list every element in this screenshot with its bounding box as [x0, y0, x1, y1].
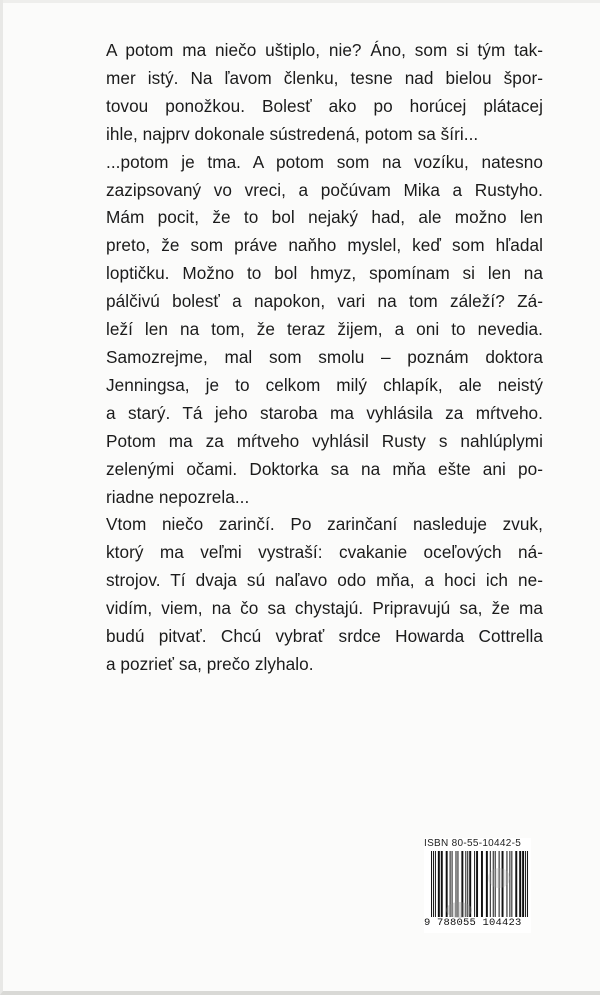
isbn-label: ISBN 80-55-10442-5 — [424, 838, 522, 849]
blurb-line: strojov. Tí dvaja sú naľavo odo mňa, a hoci ich ne- — [106, 570, 543, 591]
barcode-bar — [527, 851, 528, 917]
barcode-bar — [441, 851, 443, 917]
blurb-line: budú pitvať. Chcú vybrať srdce Howarda Cottrella — [106, 626, 543, 647]
blurb-line: a starý. Tá jeho staroba ma vyhlásila za mŕtveho. — [106, 402, 543, 423]
barcode-bar — [486, 851, 488, 917]
back-cover-blurb — [106, 37, 543, 679]
barcode-bar — [519, 851, 521, 917]
blurb-line: riadne nepozrela... — [106, 486, 250, 507]
cover-top-edge — [3, 0, 600, 3]
blurb-line: vidím, viem, na čo sa chystajú. Pripravujú sa, že ma — [106, 598, 543, 619]
blurb-line: tovou ponožkou. Bolesť ako po horúcej plátacej — [106, 95, 543, 116]
blurb-line: ihle, najprv dokonale sústredená, potom sa šíri... — [106, 123, 479, 144]
blurb-line: Mám pocit, že to bol nejaký had, ale možno len — [106, 207, 543, 228]
barcode-bar — [511, 851, 512, 917]
isbn-barcode-block — [424, 838, 531, 933]
barcode-bar — [515, 851, 517, 917]
blurb-line: loptičku. Možno to bol hmyz, spomínam si len na — [106, 263, 543, 284]
barcode-bar — [474, 851, 475, 917]
blurb-line: leží len na tom, že teraz žijem, a oni to nevedia. — [106, 319, 543, 340]
barcode-bar — [509, 851, 510, 917]
blurb-line: A potom ma niečo uštiplo, nie? Áno, som si tým tak- — [106, 40, 543, 60]
blurb-line: zazipsovaný vo vreci, a počúvam Mika a Rustyho. — [106, 179, 543, 200]
blurb-line: Vtom niečo zarinčí. Po zarinčaní nasleduje zvuk, — [106, 514, 543, 535]
blurb-line: mer istý. Na ľavom členku, tesne nad bielou špor- — [106, 67, 543, 88]
blurb-line: Jenningsa, je to celkom milý chlapík, ale neistý — [106, 374, 543, 395]
sticker-residue — [488, 868, 510, 888]
blurb-line: preto, že som práve naňho myslel, keď som hľadal — [106, 235, 543, 256]
barcode-bar — [476, 851, 478, 917]
blurb-line: zelenými očami. Doktorka sa na mňa ešte ani po- — [106, 458, 543, 479]
barcode-bars — [430, 851, 530, 917]
sticker-residue — [446, 902, 472, 918]
barcode-bar — [438, 851, 440, 917]
blurb-line: ...potom je tma. A potom som na vozíku, natesno — [106, 151, 543, 172]
barcode-bar — [431, 851, 432, 917]
blurb-line: Potom ma za mŕtveho vyhlásil Rusty s nahlúplymi — [106, 430, 543, 451]
blurb-line: a pozrieť sa, prečo zlyhalo. — [106, 653, 314, 674]
barcode-bar — [433, 851, 434, 917]
barcode-bar — [522, 851, 524, 917]
blurb-line: Samozrejme, mal som smolu – poznám doktora — [106, 346, 543, 367]
blurb-line: ktorý ma veľmi vystraší: cvakanie oceľových ná- — [106, 542, 543, 563]
barcode-bar — [525, 851, 526, 917]
barcode-bar — [435, 851, 436, 917]
ean-digits: 9 788055 104423 — [424, 917, 522, 929]
barcode-bar — [481, 851, 483, 917]
blurb-line: pálčivú bolesť a napokon, vari na tom záleží? Zá- — [106, 291, 543, 312]
